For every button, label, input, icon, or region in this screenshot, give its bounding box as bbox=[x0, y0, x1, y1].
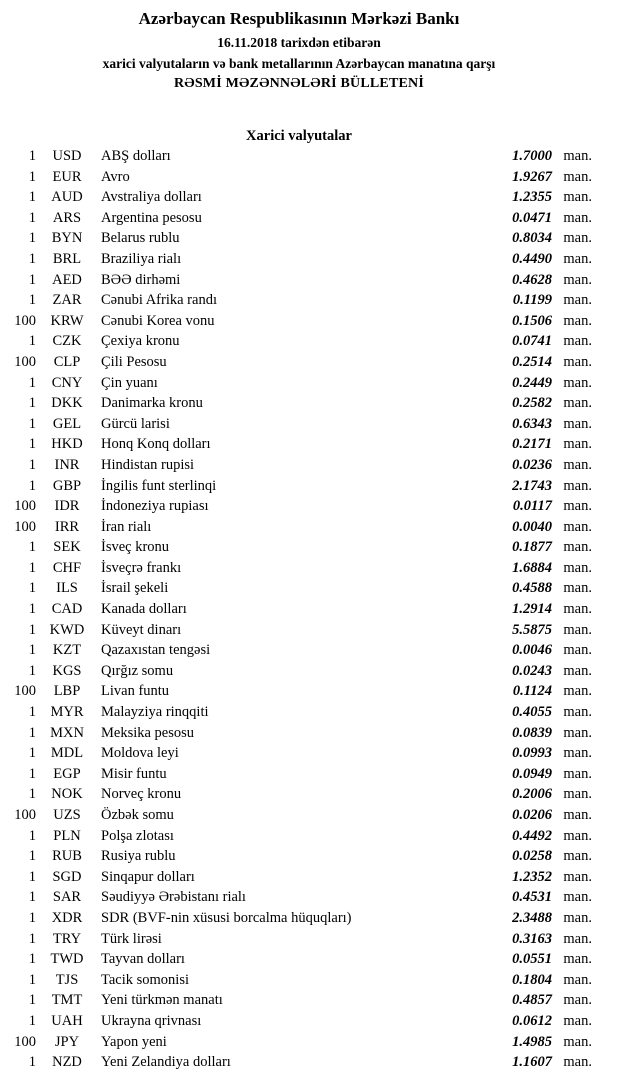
currency-name: Özbək somu bbox=[101, 807, 174, 823]
currency-name: Avstraliya dolları bbox=[101, 189, 202, 206]
currency-name: SDR (BVF-nin xüsusi borcalma hüquqları) bbox=[101, 909, 352, 926]
currency-code: RUB bbox=[52, 848, 82, 865]
rate-row bbox=[6, 992, 592, 1013]
rate-value: 0.0471 bbox=[512, 209, 552, 226]
rate-value: 0.6343 bbox=[512, 415, 552, 432]
currency-name: Cənubi Afrika randı bbox=[101, 292, 217, 309]
rate-row bbox=[6, 807, 592, 828]
unit-label: man. bbox=[563, 312, 592, 329]
rate-value: 2.1743 bbox=[512, 477, 552, 494]
rate-value: 1.1607 bbox=[512, 1054, 552, 1071]
rate-row bbox=[6, 786, 592, 807]
rate-row bbox=[6, 498, 592, 519]
unit-label: man. bbox=[563, 333, 592, 350]
currency-code: BRL bbox=[52, 250, 82, 267]
rate-quantity: 1 bbox=[28, 1054, 36, 1071]
currency-name: Yeni Zelandiya dolları bbox=[101, 1054, 231, 1071]
rate-row bbox=[6, 395, 592, 416]
rate-value: 0.1199 bbox=[512, 292, 552, 309]
currency-code: KWD bbox=[49, 621, 85, 638]
currency-name: Danimarka kronu bbox=[101, 395, 203, 412]
currency-code: MYR bbox=[50, 704, 84, 721]
rate-row bbox=[6, 972, 592, 993]
currency-name: İndoneziya rupiası bbox=[101, 498, 209, 515]
currency-name: Gürcü larisi bbox=[101, 415, 170, 432]
rate-quantity: 1 bbox=[28, 621, 36, 638]
currency-code: CAD bbox=[51, 601, 83, 618]
unit-label: man. bbox=[563, 1012, 592, 1029]
rate-value: 0.0949 bbox=[512, 765, 552, 782]
currency-code: ILS bbox=[56, 580, 78, 597]
rate-quantity: 100 bbox=[14, 683, 36, 700]
rate-row bbox=[6, 354, 592, 375]
currency-code: LBP bbox=[53, 683, 81, 700]
rate-value: 0.0040 bbox=[512, 518, 552, 535]
currency-name: Səudiyyə Ərəbistanı rialı bbox=[101, 889, 246, 906]
rate-row bbox=[6, 457, 592, 478]
currency-name: ABŞ dolları bbox=[101, 148, 171, 164]
currency-code: CHF bbox=[52, 559, 82, 576]
rate-quantity: 1 bbox=[28, 250, 36, 267]
currency-name: İngilis funt sterlinqi bbox=[101, 477, 217, 494]
currency-name: İsrail şekeli bbox=[101, 580, 169, 597]
rate-row bbox=[6, 601, 592, 622]
rate-value: 0.0046 bbox=[512, 642, 552, 659]
unit-label: man. bbox=[563, 250, 592, 267]
currency-code: MDL bbox=[50, 745, 84, 762]
unit-label: man. bbox=[563, 518, 592, 535]
rate-quantity: 1 bbox=[28, 765, 36, 782]
unit-label: man. bbox=[563, 353, 592, 370]
rate-row bbox=[6, 745, 592, 766]
currency-name: İsveç kronu bbox=[101, 539, 170, 556]
currency-code: KRW bbox=[50, 312, 84, 329]
currency-code: AUD bbox=[51, 189, 83, 206]
currency-code: TWD bbox=[50, 951, 84, 968]
rate-quantity: 1 bbox=[28, 374, 36, 391]
rate-row bbox=[6, 580, 592, 601]
currency-name: Qazaxıstan tengəsi bbox=[101, 642, 211, 659]
bank-title: Azərbaycan Respublikasının Mərkəzi Bankı bbox=[138, 9, 460, 28]
currency-name: Polşa zlotası bbox=[101, 827, 174, 844]
currency-code: GEL bbox=[52, 415, 82, 432]
rate-quantity: 1 bbox=[28, 189, 36, 206]
rate-row bbox=[6, 766, 592, 787]
rate-value: 0.0258 bbox=[512, 848, 552, 865]
currency-name: Çili Pesosu bbox=[101, 353, 167, 370]
unit-label: man. bbox=[563, 456, 592, 473]
rate-value: 0.4490 bbox=[512, 250, 552, 267]
currency-code: ARS bbox=[52, 209, 82, 226]
unit-label: man. bbox=[563, 477, 592, 494]
currency-code: SAR bbox=[52, 889, 82, 906]
currency-code: DKK bbox=[51, 395, 83, 412]
currency-name: Cənubi Korea vonu bbox=[101, 312, 215, 329]
currency-name: Rusiya rublu bbox=[101, 848, 176, 865]
rate-row bbox=[6, 725, 592, 746]
currency-code: MXN bbox=[50, 724, 84, 741]
rate-value: 2.3488 bbox=[512, 909, 552, 926]
rate-quantity: 1 bbox=[28, 745, 36, 762]
unit-label: man. bbox=[563, 559, 592, 576]
currency-name: Türk lirəsi bbox=[101, 930, 162, 947]
currency-code: SGD bbox=[52, 868, 82, 885]
currency-code: IRR bbox=[54, 518, 80, 535]
rate-value: 0.4055 bbox=[512, 704, 552, 721]
rate-quantity: 100 bbox=[14, 1033, 36, 1050]
unit-label: man. bbox=[563, 230, 592, 247]
currency-name: Çin yuanı bbox=[101, 374, 158, 391]
rate-value: 0.0551 bbox=[512, 951, 552, 968]
unit-label: man. bbox=[563, 189, 592, 206]
rate-quantity: 1 bbox=[28, 848, 36, 865]
rate-quantity: 1 bbox=[28, 168, 36, 185]
currency-code: KGS bbox=[52, 662, 82, 679]
rate-value: 0.1877 bbox=[512, 539, 552, 556]
rate-quantity: 1 bbox=[28, 662, 36, 679]
rate-value: 1.2352 bbox=[512, 868, 552, 885]
rate-quantity: 1 bbox=[28, 868, 36, 885]
currency-name: Avro bbox=[101, 168, 130, 185]
currency-name: Tacik somonisi bbox=[101, 971, 189, 988]
currency-code: AED bbox=[52, 271, 82, 288]
currency-code: TRY bbox=[52, 930, 82, 947]
rate-quantity: 1 bbox=[28, 333, 36, 350]
rate-row bbox=[6, 539, 592, 560]
unit-label: man. bbox=[563, 209, 592, 226]
rate-row bbox=[6, 230, 592, 251]
rate-row bbox=[6, 169, 592, 190]
unit-label: man. bbox=[563, 745, 592, 762]
rate-value: 1.2914 bbox=[512, 601, 552, 618]
bulletin-subtitle: xarici valyutaların və bank metallarının Azərbaycan manatına qarşı bbox=[102, 56, 496, 71]
rate-value: 0.0839 bbox=[512, 724, 552, 741]
currency-name: Küveyt dinarı bbox=[101, 621, 182, 638]
rate-quantity: 1 bbox=[28, 271, 36, 288]
rate-quantity: 1 bbox=[28, 827, 36, 844]
rate-value: 0.4628 bbox=[512, 271, 552, 288]
unit-label: man. bbox=[563, 292, 592, 309]
unit-label: man. bbox=[563, 621, 592, 638]
rate-value: 0.0206 bbox=[512, 807, 552, 823]
currency-code: USD bbox=[52, 148, 82, 164]
rate-value: 0.2449 bbox=[512, 374, 552, 391]
rate-value: 0.0741 bbox=[512, 333, 552, 350]
unit-label: man. bbox=[563, 868, 592, 885]
currency-name: Kanada dolları bbox=[101, 601, 187, 618]
currency-name: İran rialı bbox=[101, 518, 152, 535]
rate-quantity: 1 bbox=[28, 786, 36, 803]
rate-row bbox=[6, 436, 592, 457]
rate-value: 1.4985 bbox=[512, 1033, 552, 1050]
currency-code: NOK bbox=[51, 786, 83, 803]
rate-value: 0.0236 bbox=[512, 456, 552, 473]
rate-quantity: 1 bbox=[28, 456, 36, 473]
rate-value: 0.8034 bbox=[512, 230, 552, 247]
rate-row bbox=[6, 663, 592, 684]
rate-quantity: 1 bbox=[28, 559, 36, 576]
rate-quantity: 1 bbox=[28, 930, 36, 947]
rate-row bbox=[6, 1034, 592, 1055]
currency-name: Hindistan rupisi bbox=[101, 456, 195, 473]
rate-row bbox=[6, 683, 592, 704]
unit-label: man. bbox=[563, 539, 592, 556]
rate-value: 0.0993 bbox=[512, 745, 552, 762]
unit-label: man. bbox=[563, 848, 592, 865]
rate-value: 0.4492 bbox=[512, 827, 552, 844]
rate-row bbox=[6, 910, 592, 931]
rate-row bbox=[6, 704, 592, 725]
currency-code: PLN bbox=[53, 827, 81, 844]
unit-label: man. bbox=[563, 724, 592, 741]
rate-value: 1.7000 bbox=[512, 148, 552, 164]
rate-row bbox=[6, 889, 592, 910]
currency-name: Belarus rublu bbox=[101, 230, 180, 247]
rate-value: 0.1804 bbox=[512, 971, 552, 988]
currency-code: KZT bbox=[52, 642, 82, 659]
unit-label: man. bbox=[563, 642, 592, 659]
rate-quantity: 1 bbox=[28, 724, 36, 741]
currency-name: Meksika pesosu bbox=[101, 724, 195, 741]
rates-table bbox=[6, 148, 592, 1073]
rate-quantity: 100 bbox=[14, 807, 36, 823]
currency-code: CLP bbox=[53, 353, 81, 370]
rate-row bbox=[6, 869, 592, 890]
rate-row bbox=[6, 848, 592, 869]
rate-row bbox=[6, 951, 592, 972]
rate-quantity: 100 bbox=[14, 518, 36, 535]
rate-value: 5.5875 bbox=[512, 621, 552, 638]
rate-row bbox=[6, 1054, 592, 1073]
rate-row bbox=[6, 622, 592, 643]
unit-label: man. bbox=[563, 930, 592, 947]
currency-code: TMT bbox=[51, 992, 83, 1009]
currency-name: Çexiya kronu bbox=[101, 333, 180, 350]
currency-name: Yapon yeni bbox=[101, 1033, 167, 1050]
rate-row bbox=[6, 210, 592, 231]
rate-value: 0.4857 bbox=[512, 992, 552, 1009]
unit-label: man. bbox=[563, 807, 592, 823]
unit-label: man. bbox=[563, 601, 592, 618]
unit-label: man. bbox=[563, 951, 592, 968]
currency-name: Livan funtu bbox=[101, 683, 170, 700]
currency-name: Argentina pesosu bbox=[101, 209, 202, 226]
rate-value: 0.2006 bbox=[512, 786, 552, 803]
unit-label: man. bbox=[563, 683, 592, 700]
unit-label: man. bbox=[563, 889, 592, 906]
unit-label: man. bbox=[563, 827, 592, 844]
rate-value: 1.9267 bbox=[512, 168, 552, 185]
unit-label: man. bbox=[563, 765, 592, 782]
currency-name: Sinqapur dolları bbox=[101, 868, 195, 885]
rate-quantity: 1 bbox=[28, 971, 36, 988]
currency-name: Tayvan dolları bbox=[101, 951, 185, 968]
currency-code: NZD bbox=[52, 1054, 82, 1071]
currency-name: Yeni türkmən manatı bbox=[101, 992, 223, 1009]
rate-quantity: 1 bbox=[28, 642, 36, 659]
currency-code: EGP bbox=[53, 765, 81, 782]
rate-value: 0.0243 bbox=[512, 662, 552, 679]
rate-row bbox=[6, 375, 592, 396]
rate-value: 1.2355 bbox=[512, 189, 552, 206]
currency-name: Moldova leyi bbox=[101, 745, 179, 762]
rate-quantity: 1 bbox=[28, 230, 36, 247]
rate-quantity: 1 bbox=[28, 292, 36, 309]
rate-quantity: 1 bbox=[28, 209, 36, 226]
currency-code: UAH bbox=[51, 1012, 83, 1029]
unit-label: man. bbox=[563, 271, 592, 288]
rate-row bbox=[6, 931, 592, 952]
currency-name: Qırğız somu bbox=[101, 662, 174, 679]
rate-value: 0.3163 bbox=[512, 930, 552, 947]
rate-quantity: 1 bbox=[28, 992, 36, 1009]
rate-value: 0.4588 bbox=[512, 580, 552, 597]
currency-code: XDR bbox=[51, 909, 83, 926]
rate-quantity: 1 bbox=[28, 909, 36, 926]
rate-value: 0.4531 bbox=[512, 889, 552, 906]
unit-label: man. bbox=[563, 436, 592, 453]
currency-code: UZS bbox=[53, 807, 81, 823]
rate-value: 1.6884 bbox=[512, 559, 552, 576]
unit-label: man. bbox=[563, 704, 592, 721]
unit-label: man. bbox=[563, 1054, 592, 1071]
rate-quantity: 1 bbox=[28, 148, 36, 164]
unit-label: man. bbox=[563, 786, 592, 803]
currency-code: CNY bbox=[51, 374, 83, 391]
unit-label: man. bbox=[563, 168, 592, 185]
unit-label: man. bbox=[563, 662, 592, 679]
rate-row bbox=[6, 313, 592, 334]
currency-code: EUR bbox=[52, 168, 82, 185]
rate-value: 0.0117 bbox=[512, 498, 552, 515]
rate-row bbox=[6, 148, 592, 169]
unit-label: man. bbox=[563, 992, 592, 1009]
currency-code: IDR bbox=[54, 498, 80, 515]
rate-quantity: 1 bbox=[28, 395, 36, 412]
rate-quantity: 1 bbox=[28, 601, 36, 618]
rate-quantity: 1 bbox=[28, 889, 36, 906]
currency-code: SEK bbox=[53, 539, 81, 556]
currency-code: JPY bbox=[54, 1033, 80, 1050]
effective-date-line: 16.11.2018 tarixdən etibarən bbox=[217, 35, 381, 50]
currency-name: Ukrayna qrivnası bbox=[101, 1012, 202, 1029]
rate-quantity: 1 bbox=[28, 477, 36, 494]
rate-row bbox=[6, 416, 592, 437]
unit-label: man. bbox=[563, 374, 592, 391]
currency-name: Misir funtu bbox=[101, 765, 167, 782]
currency-name: Norveç kronu bbox=[101, 786, 182, 803]
rate-quantity: 1 bbox=[28, 580, 36, 597]
rate-row bbox=[6, 292, 592, 313]
currency-code: BYN bbox=[51, 230, 83, 247]
currency-name: Honq Konq dolları bbox=[101, 436, 211, 453]
currency-name: İsveçrə frankı bbox=[101, 559, 182, 576]
rate-row bbox=[6, 251, 592, 272]
currency-code: ZAR bbox=[52, 292, 82, 309]
rate-quantity: 1 bbox=[28, 1012, 36, 1029]
rate-row bbox=[6, 828, 592, 849]
rate-quantity: 100 bbox=[14, 498, 36, 515]
rate-row bbox=[6, 189, 592, 210]
rate-row bbox=[6, 560, 592, 581]
currency-name: Malayziya rinqqiti bbox=[101, 704, 209, 721]
unit-label: man. bbox=[563, 971, 592, 988]
unit-label: man. bbox=[563, 580, 592, 597]
rate-quantity: 1 bbox=[28, 539, 36, 556]
rate-value: 0.2171 bbox=[512, 436, 552, 453]
rate-quantity: 1 bbox=[28, 704, 36, 721]
rate-quantity: 1 bbox=[28, 415, 36, 432]
bulletin-title: RƏSMİ MƏZƏNNƏLƏRİ BÜLLETENİ bbox=[173, 76, 425, 91]
rate-value: 0.2514 bbox=[512, 353, 552, 370]
rate-quantity: 1 bbox=[28, 436, 36, 453]
rate-value: 0.1124 bbox=[512, 683, 552, 700]
rate-row bbox=[6, 478, 592, 499]
currency-name: Braziliya rialı bbox=[101, 250, 182, 267]
currency-code: CZK bbox=[52, 333, 82, 350]
rate-quantity: 1 bbox=[28, 951, 36, 968]
currency-name: BƏƏ dirhəmi bbox=[101, 271, 181, 288]
rate-quantity: 100 bbox=[14, 353, 36, 370]
rate-quantity: 100 bbox=[14, 312, 36, 329]
unit-label: man. bbox=[563, 415, 592, 432]
currency-code: INR bbox=[54, 456, 80, 473]
rate-row bbox=[6, 272, 592, 293]
unit-label: man. bbox=[563, 498, 592, 515]
section-title-foreign-currencies: Xarici valyutalar bbox=[246, 128, 352, 144]
currency-code: GBP bbox=[52, 477, 82, 494]
unit-label: man. bbox=[563, 1033, 592, 1050]
rate-row bbox=[6, 519, 592, 540]
rate-row bbox=[6, 1013, 592, 1034]
rate-value: 0.0612 bbox=[512, 1012, 552, 1029]
unit-label: man. bbox=[563, 148, 592, 164]
rate-row bbox=[6, 333, 592, 354]
currency-code: TJS bbox=[55, 971, 79, 988]
rate-value: 0.2582 bbox=[512, 395, 552, 412]
unit-label: man. bbox=[563, 909, 592, 926]
unit-label: man. bbox=[563, 395, 592, 412]
rate-row bbox=[6, 642, 592, 663]
rate-value: 0.1506 bbox=[512, 312, 552, 329]
currency-code: HKD bbox=[51, 436, 83, 453]
